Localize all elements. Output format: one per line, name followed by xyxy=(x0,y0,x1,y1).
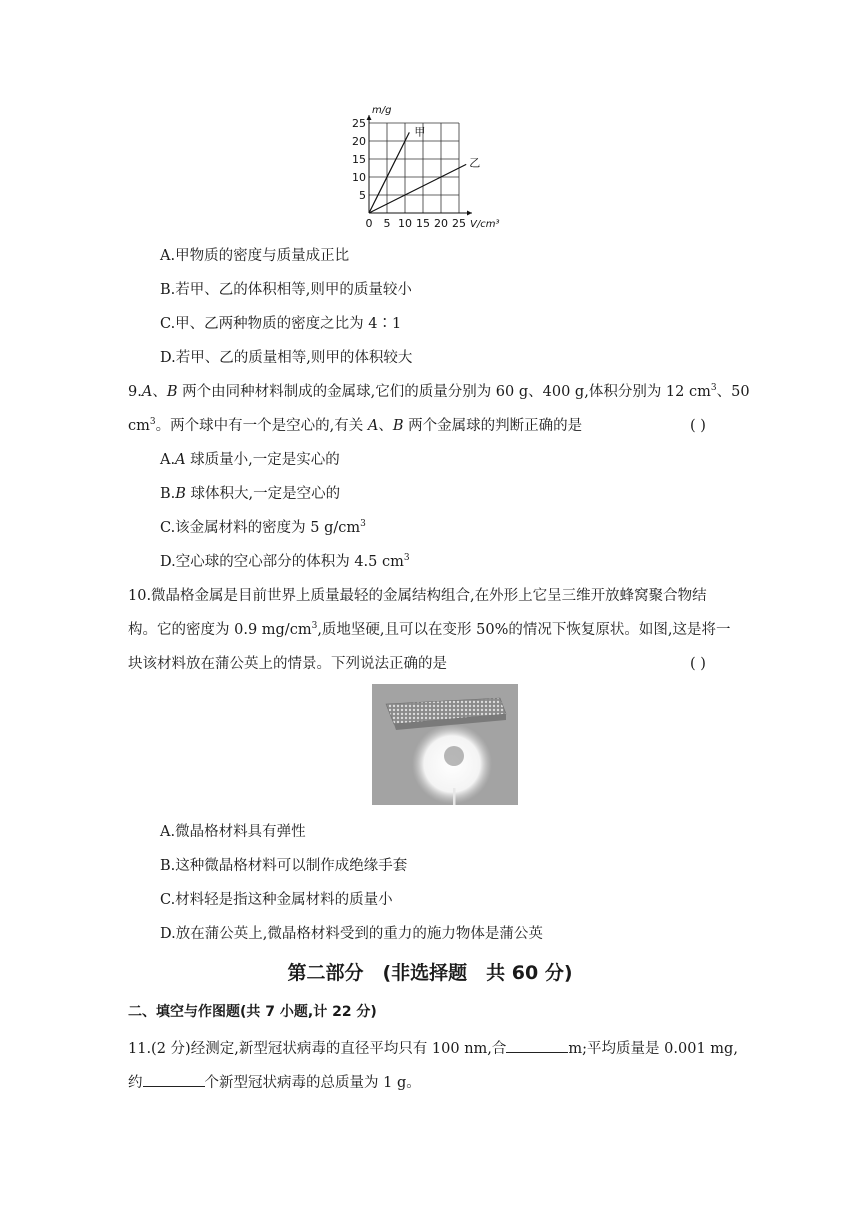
q10-option-a: A.微晶格材料具有弹性 xyxy=(160,824,306,840)
series-label: 乙 xyxy=(469,156,481,170)
x-tick-label: 0 xyxy=(365,217,373,230)
q11-line1: 11.(2 分)经测定,新型冠状病毒的直径平均只有 100 nm,合 m;平均质量是 0.001 mg, xyxy=(128,1038,738,1059)
series-label: 甲 xyxy=(414,125,426,139)
x-tick-label: 10 xyxy=(398,217,412,230)
mass-volume-chart xyxy=(352,105,500,234)
q10-option-c: C.材料轻是指这种金属材料的质量小 xyxy=(160,892,393,908)
series-line-yi xyxy=(369,164,466,213)
q8-option-d: D.若甲、乙的质量相等,则甲的体积较大 xyxy=(160,350,413,366)
q10-stem-line1: 10.微晶格金属是目前世界上质量最轻的金属结构组合,在外形上它呈三维开放蜂窝聚合物结 xyxy=(128,588,707,604)
answer-blank[interactable] xyxy=(143,1072,205,1087)
q9-option-c: C.该金属材料的密度为 5 $g/cm^3$ xyxy=(160,519,366,536)
answer-blank[interactable] xyxy=(506,1038,568,1053)
y-axis-label: m/g xyxy=(372,105,392,116)
q10-answer-paren: ( ) xyxy=(690,656,706,672)
q9-stem-line2: $cm^3$。两个球中有一个是空心的,有关 A、B 两个金属球的判断正确的是 xyxy=(128,417,583,434)
y-tick-label: 20 xyxy=(352,135,366,148)
x-axis-arrow xyxy=(467,211,472,216)
q8-option-c: C.甲、乙两种物质的密度之比为 4∶1 xyxy=(160,316,402,332)
part-two-title: 第二部分 (非选择题 共 60 分) xyxy=(287,962,573,984)
q8-option-a: A.甲物质的密度与质量成正比 xyxy=(160,248,350,264)
q9-answer-paren: ( ) xyxy=(690,418,706,434)
x-tick-label: 25 xyxy=(452,217,466,230)
q10-stem-line3: 块该材料放在蒲公英上的情景。下列说法正确的是 xyxy=(128,656,447,672)
y-tick-label: 10 xyxy=(352,171,366,184)
q10-option-d: D.放在蒲公英上,微晶格材料受到的重力的施力物体是蒲公英 xyxy=(160,926,543,942)
q11-line2: 约 个新型冠状病毒的总质量为 1 g。 xyxy=(128,1072,421,1093)
y-tick-label: 25 xyxy=(352,117,366,130)
q9-option-a: A.A 球质量小,一定是实心的 xyxy=(160,452,340,468)
q10-option-b: B.这种微晶格材料可以制作成绝缘手套 xyxy=(160,858,408,874)
chart-labels xyxy=(352,105,499,230)
q10-stem-line2: 构。它的密度为 0.9 $mg/cm^3$,质地坚硬,且可以在变形 50%的情况下恢复原状。如图,这是将一 xyxy=(128,621,731,638)
x-axis-label: V/cm³ xyxy=(470,219,500,230)
x-tick-label: 15 xyxy=(416,217,430,230)
y-tick-label: 5 xyxy=(359,189,366,202)
y-tick-label: 15 xyxy=(352,153,366,166)
series-line-jia xyxy=(369,132,409,213)
y-axis-arrow xyxy=(367,115,372,120)
microlattice-dandelion-photo xyxy=(372,684,518,805)
q9-option-d: D.空心球的空心部分的体积为 4.5 $cm^3$ xyxy=(160,553,410,570)
x-tick-label: 5 xyxy=(383,217,391,230)
q9-stem-line1: 9.A、B 两个由同种材料制成的金属球,它们的质量分别为 60 g、400 g,体积分别为 12 $cm^3$、50 xyxy=(128,383,750,400)
q9-option-b: B.B 球体积大,一定是空心的 xyxy=(160,486,341,502)
x-tick-label: 20 xyxy=(434,217,448,230)
chart-series xyxy=(369,132,466,213)
q8-option-b: B.若甲、乙的体积相等,则甲的质量较小 xyxy=(160,282,412,298)
section-heading: 二、填空与作图题(共 7 小题,计 22 分) xyxy=(128,1004,377,1020)
